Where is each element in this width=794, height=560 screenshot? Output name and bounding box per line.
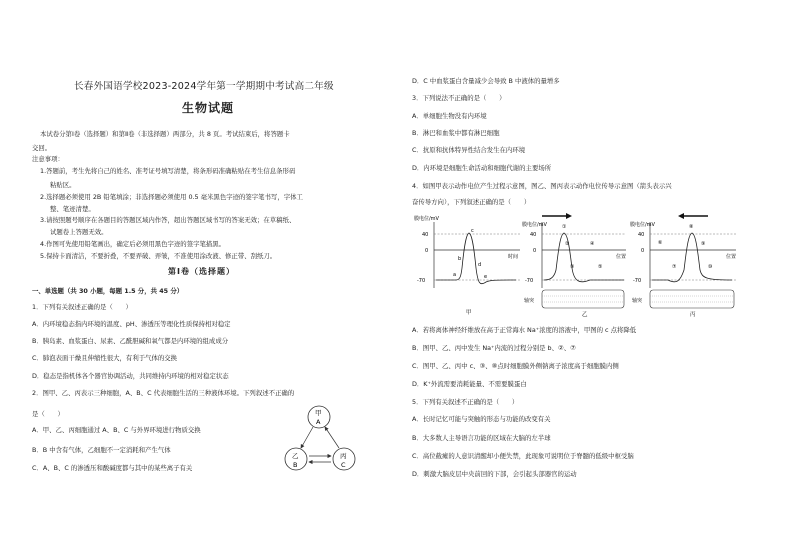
tick-0: 0: [641, 248, 645, 254]
tick-40: 40: [638, 232, 645, 238]
option-d: D．内环境是细胞生命活动和细胞代谢的主要场所: [412, 164, 552, 172]
instruction-line: 5.保持卡面清洁，不要折叠，不要弄破、弄皱，不准使用涂改液、修正带、刮纸刀。: [40, 252, 277, 260]
axon-label: 轴突: [632, 298, 643, 304]
option-a: A．若将离体神经纤维放在高于正常海水 Na⁺浓度的溶液中，甲图的 c 点将降低: [412, 326, 637, 334]
q2-option-d: D．C 中血浆蛋白含量减少会导致 B 中液体的量增多: [412, 77, 560, 85]
label-jia: 甲: [315, 409, 322, 417]
ylabel: 膜电位/mV: [630, 222, 655, 228]
tick-0: 0: [425, 248, 429, 254]
label-b: B: [293, 461, 298, 469]
arrowhead: [566, 213, 572, 219]
option-b: B．图甲、乙、丙中发生 Na⁺内流的过程分别是 b、②、⑦: [412, 344, 576, 352]
question-stem: 5．下列有关叙述不正确的是（ ）: [412, 398, 519, 406]
tick-0: 0: [533, 248, 537, 254]
tick-40: 40: [530, 232, 537, 238]
caption-jia: 甲: [466, 310, 472, 316]
option-b: B．胰岛素、血浆蛋白、尿素、乙酰胆碱和氧气都是内环境的组成成分: [32, 337, 229, 345]
axon-label: 轴突: [524, 298, 535, 304]
label-yi: 乙: [292, 452, 299, 460]
instruction-line: 粘贴区。: [50, 181, 76, 189]
option-c: C．A、B、C 的渗透压和酸碱度都与其中的某些离子有关: [32, 464, 193, 472]
axon-outline: [650, 290, 734, 308]
caption-yi: 乙: [582, 312, 588, 318]
option-d: D．刺激大脑皮层中央前回的下部，会引起头部器官的运动: [412, 470, 577, 478]
option-b: B．大多数人主导语言功能的区域在大脑的左半球: [412, 434, 551, 442]
ylabel: 膜电位/mV: [414, 216, 439, 222]
question-stem: 是（ ）: [32, 410, 64, 418]
point-a: a: [453, 272, 457, 278]
point-6: ⑥: [658, 240, 663, 246]
option-a: A．单细胞生物没有内环境: [412, 112, 487, 120]
axon-outline: [542, 290, 624, 308]
tick-40: 40: [422, 232, 429, 238]
school-title: 长春外国语学校2023-2024学年第一学期期中考试高二年级: [74, 81, 334, 92]
instruction-line: 4.作图可先使用铅笔画出，确定后必须用黑色字迹的签字笔描黑。: [40, 240, 226, 248]
tick-minus70: -70: [525, 278, 534, 284]
point-10: ⑩: [708, 264, 713, 270]
potential-curve: [652, 233, 732, 282]
potential-curve: [544, 233, 627, 282]
label-bing: 丙: [340, 452, 347, 460]
instruction-line: 交回。: [32, 144, 52, 152]
option-c: C．高位截瘫的人意识清醒却小便失禁，此现象可说明位于脊髓的低级中枢受脑: [412, 452, 634, 460]
section-subtitle: 一、单选题（共 30 小题，每题 1.5 分，共 45 分）: [32, 287, 184, 295]
point-4: ④: [590, 241, 595, 247]
point-5: ⑤: [598, 264, 603, 270]
label-a: A: [316, 418, 321, 426]
point-e: e: [484, 274, 488, 280]
instruction-line: 本试卷分第Ⅰ卷（选择题）和第Ⅱ卷（非选择题）两部分，共 8 页。考试结束后，将答题卡: [40, 130, 290, 138]
label-c: C: [341, 461, 346, 469]
option-d: D．稳态是指机体各个器官协调活动，共同维持内环境的相对稳定状态: [32, 372, 229, 380]
option-a: A．内环境稳态指内环境的温度、pH、渗透压等理化性质保持相对稳定: [32, 320, 231, 328]
subject-title: 生物试题: [182, 101, 235, 115]
instruction-line: 2.选择题必须使用 2B 铅笔填涂；非选择题必须使用 0.5 毫米黑色字迹的签字笔书写，字体工: [40, 193, 303, 201]
fluid-cell-diagram: [280, 402, 390, 478]
question-stem: 奋传导方向），下列叙述正确的是（ ）: [412, 198, 531, 206]
option-b: B．B 中含有气体，乙细胞不一定消耗和产生气体: [32, 446, 171, 454]
point-d: d: [478, 262, 482, 268]
section-title: 第Ⅰ卷（选择题）: [168, 267, 235, 276]
point-b: b: [458, 256, 462, 262]
point-7: ⑦: [672, 264, 677, 270]
tick-minus70: -70: [417, 278, 426, 284]
option-c: C．肺泡表面干燥且伸缩性很大，有利于气体的交换: [32, 354, 178, 362]
option-d: D．K⁺外流需要消耗能量、不需要膜蛋白: [412, 380, 527, 388]
arrowhead: [678, 213, 684, 219]
tick-minus70: -70: [633, 278, 642, 284]
figure-bing: [628, 208, 740, 318]
figure-jia: [412, 208, 524, 318]
xlabel: 时间: [508, 254, 519, 260]
arrow-c-to-a: [325, 427, 339, 448]
option-c: C．抗原和抗体特异性结合发生在内环境: [412, 146, 526, 154]
option-a: A．甲、乙、丙细胞通过 A、B、C 与外界环境进行物质交换: [32, 426, 201, 434]
instruction-line: 注意事项：: [32, 155, 64, 163]
figure-yi: [520, 208, 630, 318]
question-stem: 4．如图甲表示动作电位产生过程示意图，图乙、图丙表示动作电位传导示意图（箭头表示兴: [412, 182, 672, 190]
question-stem: 3．下列说法不正确的是（ ）: [412, 94, 506, 102]
xlabel: 位置: [616, 254, 627, 260]
question-stem: 2．图甲、乙、丙表示三种细胞，A、B、C 代表细胞生活的三种液体环境。下列叙述不正确的: [32, 389, 295, 397]
instruction-line: 整、笔迹清楚。: [50, 205, 95, 213]
option-b: B．淋巴和血浆中都有淋巴细胞: [412, 129, 500, 137]
instruction-line: 1.答题前，考生先将自己的姓名、准考证号填写清楚，将条形码准确粘贴在考生信息条形码: [40, 167, 296, 175]
question-stem: 1．下列有关叙述正确的是（ ）: [32, 303, 132, 311]
ylabel: 膜电位/mV: [522, 222, 547, 228]
arrow-a-to-b: [301, 427, 313, 448]
xlabel: 位置: [726, 254, 737, 260]
caption-bing: 丙: [690, 312, 696, 318]
point-3: ③: [570, 264, 575, 270]
instruction-line: 试题卷上答题无效。: [50, 228, 108, 236]
option-c: C．图甲、乙、丙中 c、③、⑧点时细胞膜外侧钠离子浓度高于细胞膜内侧: [412, 362, 619, 370]
point-1: ①: [562, 224, 567, 230]
action-potential-curve: [436, 233, 519, 284]
point-2: ②: [565, 241, 570, 247]
point-9: ⑨: [701, 241, 706, 247]
point-8: ⑧: [689, 224, 694, 230]
option-a: A．长时记忆可能与突触的形态与功能的改变有关: [412, 415, 551, 423]
instruction-line: 3.请按照题号顺序在各题目的答题区域内作答，超出答题区域书写的答案无效；在草稿纸、: [40, 216, 296, 224]
point-c: c: [471, 228, 474, 234]
